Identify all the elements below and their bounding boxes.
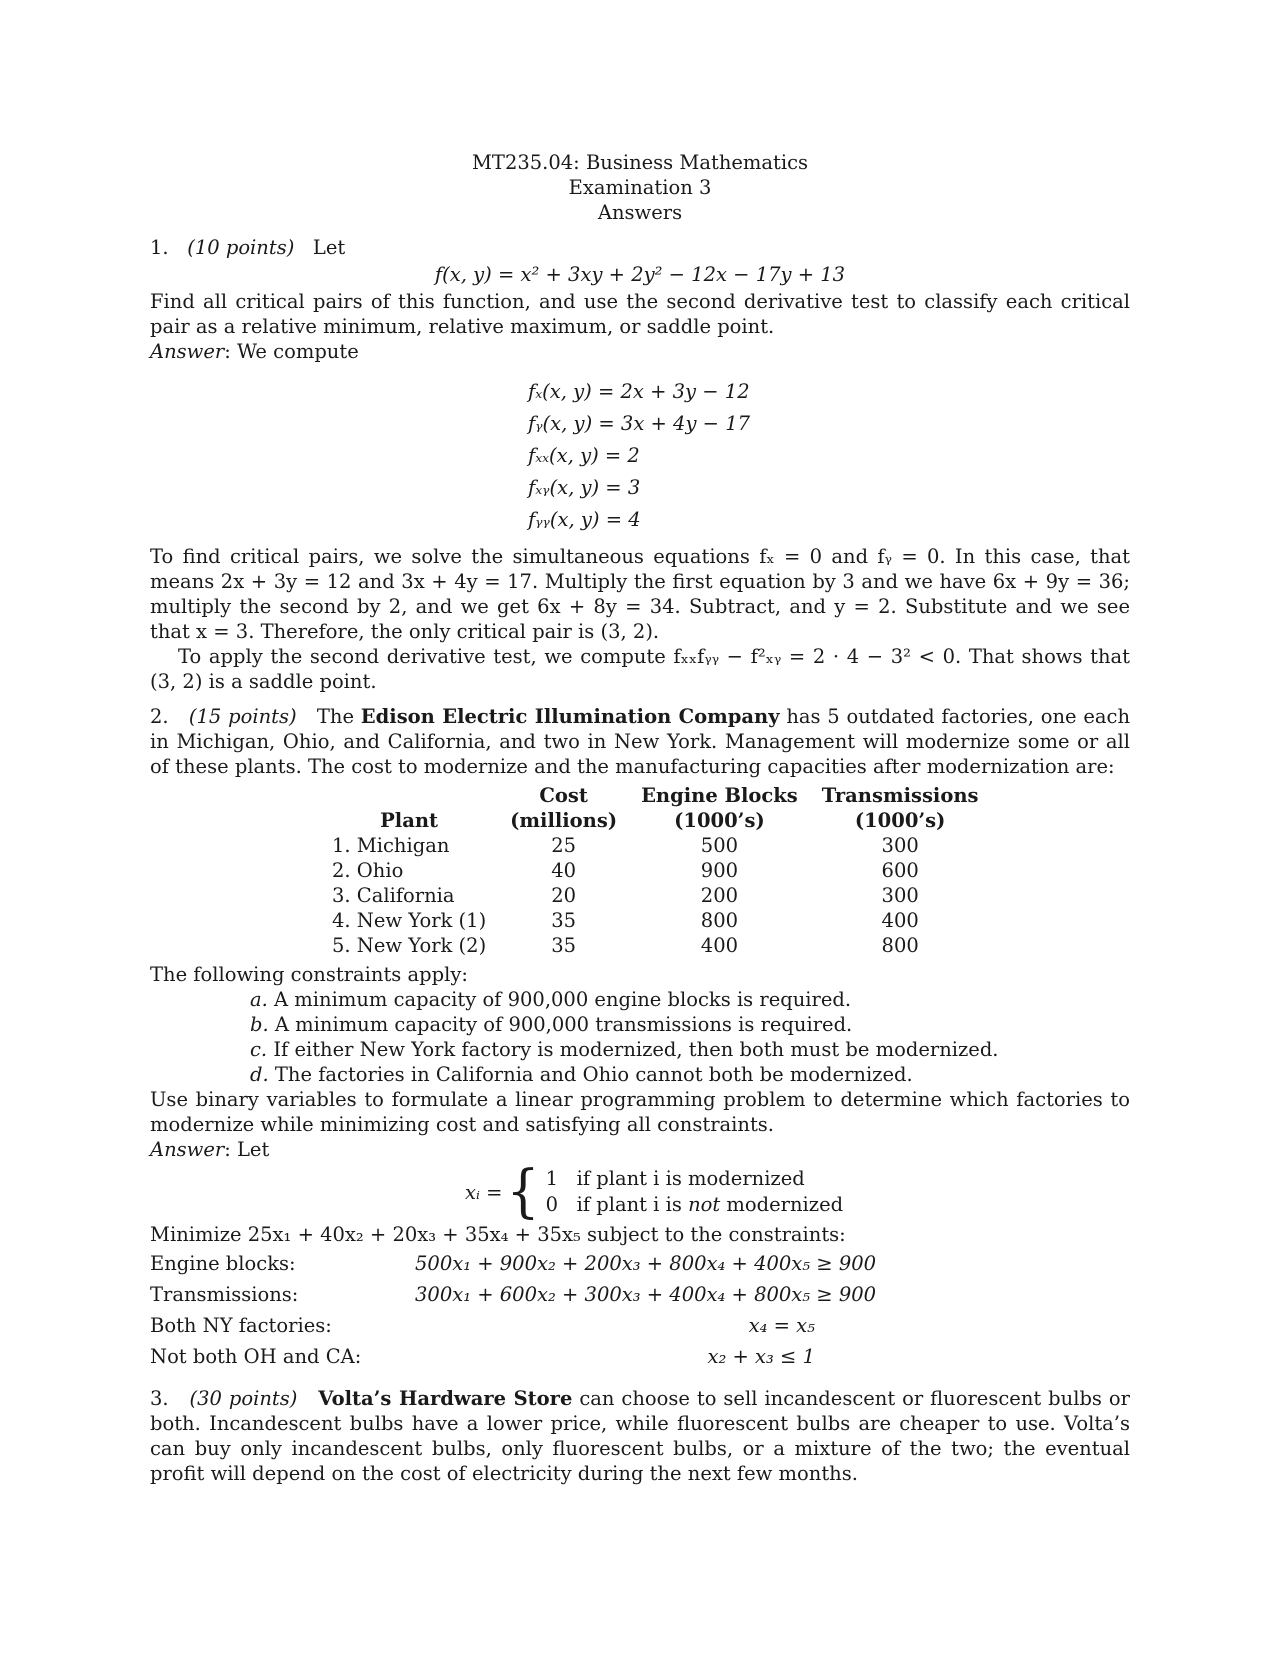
plant-table bbox=[320, 783, 991, 958]
table-row bbox=[320, 883, 991, 908]
q2-answer-intro: : Let bbox=[224, 1138, 270, 1161]
table-cell: 4. New York (1) bbox=[332, 909, 487, 932]
question-1 bbox=[150, 235, 1130, 694]
q1-critical-pairs-paragraph: To find critical pairs, we solve the simultaneous equations fₓ = 0 and fᵧ = 0. In this case, that means 2x + 3y = 12 and 3x + 4y = 17. Multiply the first equation by 3 and we have 6x + 9y = 36; multiply the second by 2, and we get 6x + 8y = 34. Subtract, and y = 2. Substitute and we see that x = 3. Therefore, the only critical pair is (3, 2). bbox=[150, 545, 1130, 643]
q3-text bbox=[150, 1386, 1130, 1486]
table-cell: 300 bbox=[881, 884, 919, 907]
lp-expression: 500x₁ + 900x₂ + 200x₃ + 800x₄ + 400x₅ ≥ 900 bbox=[415, 1252, 877, 1275]
table-cell: 20 bbox=[551, 884, 577, 907]
case-not-modernized bbox=[546, 1192, 844, 1218]
constraint-text: If either New York factory is modernized, then both must be modernized. bbox=[273, 1038, 999, 1061]
q2-number: 2. bbox=[150, 705, 169, 728]
case-not: not bbox=[688, 1193, 721, 1216]
q1-points: (10 points) bbox=[187, 236, 295, 259]
table-row bbox=[320, 908, 991, 933]
q2-intro-text: has 5 outdated factories, one each in Michigan, Ohio, and California, and two in New York. Management will modernize some or all of these plants. The cost to modernize and the manufacturing capacities after modernization are: bbox=[150, 705, 1131, 778]
q1-answer-label: Answer bbox=[150, 340, 225, 363]
question-3 bbox=[150, 1386, 1130, 1486]
case-text: if plant i is bbox=[576, 1193, 682, 1216]
table-cell: 500 bbox=[700, 834, 739, 857]
table-cell: 800 bbox=[700, 909, 739, 932]
table-cell: 2. Ohio bbox=[332, 859, 404, 882]
constraint-text: The factories in California and Ohio cannot both be modernized. bbox=[274, 1063, 913, 1086]
list-item bbox=[250, 1062, 1130, 1087]
q1-function: f(x, y) = x² + 3xy + 2y² − 12x − 17y + 13 bbox=[434, 263, 846, 286]
lp-constraints bbox=[150, 1251, 1130, 1370]
table-header bbox=[320, 783, 498, 808]
constraint-letter: c. bbox=[250, 1038, 268, 1061]
table-row bbox=[320, 933, 991, 958]
table-header-row-bottom bbox=[320, 808, 991, 833]
q2-points: (15 points) bbox=[188, 705, 297, 728]
table-header: (millions) bbox=[510, 809, 618, 832]
q1-lead: Let bbox=[312, 236, 346, 259]
table-cell: 5. New York (2) bbox=[332, 934, 487, 957]
q3-body: can choose to sell incandescent or fluorescent bulbs or both. Incandescent bulbs have a lower price, while fluorescent bulbs are cheaper to use. Volta’s can buy only incandescent bulbs, only fluorescent bulbs, or a mixture of the two; the eventual profit will depend on the cost of electricity during the next few months. bbox=[150, 1387, 1130, 1485]
table-header: Transmissions bbox=[821, 784, 979, 807]
xi-label: xᵢ = bbox=[465, 1180, 503, 1204]
table-header: (1000’s) bbox=[854, 809, 946, 832]
exam-title: Examination 3 bbox=[568, 176, 712, 199]
table-row bbox=[320, 858, 991, 883]
table-cell: 400 bbox=[700, 934, 739, 957]
table-cell: 35 bbox=[551, 934, 577, 957]
table-cell: 900 bbox=[700, 859, 739, 882]
constraint-letter: d. bbox=[250, 1063, 269, 1086]
table-cell: 40 bbox=[551, 859, 577, 882]
derivative-fy: fᵧ(x, y) = 3x + 4y − 17 bbox=[528, 412, 751, 435]
table-header: Cost bbox=[539, 784, 588, 807]
cases bbox=[546, 1166, 844, 1218]
lp-expression: 300x₁ + 600x₂ + 300x₃ + 400x₄ + 800x₅ ≥ 900 bbox=[415, 1283, 877, 1306]
document-header bbox=[150, 150, 1130, 225]
derivative-fx: fₓ(x, y) = 2x + 3y − 12 bbox=[528, 380, 750, 403]
lp-expression: x₄ = x₅ bbox=[748, 1314, 815, 1337]
table-cell: 600 bbox=[881, 859, 919, 882]
constraint-letter: a. bbox=[250, 988, 268, 1011]
constraint-text: A minimum capacity of 900,000 engine blocks is required. bbox=[274, 988, 852, 1011]
derivative-fxx: fₓₓ(x, y) = 2 bbox=[528, 444, 640, 467]
q2-answer-label: Answer bbox=[150, 1138, 225, 1161]
table-cell: 25 bbox=[551, 834, 577, 857]
constraint-letter: b. bbox=[250, 1013, 269, 1036]
document-page bbox=[150, 150, 1130, 1486]
q2-pre: The bbox=[316, 705, 355, 728]
derivative-fxy: fₓᵧ(x, y) = 3 bbox=[528, 476, 641, 499]
list-item bbox=[250, 1012, 1130, 1037]
q1-answer-line bbox=[150, 339, 1130, 364]
left-brace-icon: { bbox=[506, 1159, 540, 1225]
table-cell: 3. California bbox=[332, 884, 455, 907]
case-value: 0 bbox=[545, 1193, 558, 1216]
q3-number: 3. bbox=[150, 1387, 169, 1410]
table-cell: 800 bbox=[881, 934, 919, 957]
q3-company: Volta’s Hardware Store bbox=[318, 1387, 573, 1410]
table-cell: 35 bbox=[551, 909, 577, 932]
q1-derivatives bbox=[528, 376, 1130, 536]
table-cell: 1. Michigan bbox=[332, 834, 450, 857]
q1-intro bbox=[150, 235, 1130, 260]
q2-company: Edison Electric Illumination Company bbox=[360, 705, 780, 728]
table-header-row-top bbox=[320, 783, 991, 808]
list-item bbox=[250, 987, 1130, 1012]
binary-variable-definition bbox=[465, 1159, 1130, 1225]
table-cell: 300 bbox=[881, 834, 919, 857]
lp-expression: x₂ + x₃ ≤ 1 bbox=[707, 1345, 815, 1368]
table-header: Engine Blocks bbox=[641, 784, 798, 807]
course-title: MT235.04: Business Mathematics bbox=[471, 151, 809, 174]
list-item bbox=[250, 1037, 1130, 1062]
table-cell: 200 bbox=[700, 884, 739, 907]
answers-subtitle: Answers bbox=[597, 201, 683, 224]
table-header: Plant bbox=[380, 809, 439, 832]
case-value: 1 bbox=[545, 1167, 558, 1190]
lp-label: Both NY factories: bbox=[150, 1314, 332, 1337]
table-header: (1000’s) bbox=[674, 809, 765, 832]
q2-answer-line bbox=[150, 1137, 1130, 1162]
q2-task: Use binary variables to formulate a linear programming problem to determine which factories to modernize while minimizing cost and satisfying all constraints. bbox=[150, 1088, 1130, 1136]
lp-label: Transmissions: bbox=[150, 1283, 299, 1306]
derivative-fyy: fᵧᵧ(x, y) = 4 bbox=[528, 508, 641, 531]
q3-points: (30 points) bbox=[189, 1387, 298, 1410]
constraint-text: A minimum capacity of 900,000 transmissions is required. bbox=[274, 1013, 853, 1036]
q1-second-derivative-paragraph: To apply the second derivative test, we compute fₓₓfᵧᵧ − f²ₓᵧ = 2 · 4 − 3² < 0. That shows that (3, 2) is a saddle point. bbox=[150, 645, 1130, 693]
question-2 bbox=[150, 704, 1130, 1370]
lp-label: Engine blocks: bbox=[150, 1252, 296, 1275]
case-modernized bbox=[546, 1166, 844, 1192]
case-text-end: modernized bbox=[726, 1193, 844, 1216]
lp-label: Not both OH and CA: bbox=[150, 1345, 362, 1368]
case-text: if plant i is modernized bbox=[576, 1167, 805, 1190]
q2-intro bbox=[150, 704, 1130, 779]
objective-function: Minimize 25x₁ + 40x₂ + 20x₃ + 35x₄ + 35x₅ subject to the constraints: bbox=[150, 1223, 846, 1246]
table-cell: 400 bbox=[881, 909, 919, 932]
q1-prompt: Find all critical pairs of this function, and use the second derivative test to classify each critical pair as a relative minimum, relative maximum, or saddle point. bbox=[150, 290, 1130, 338]
q1-answer-intro: : We compute bbox=[224, 340, 359, 363]
q1-number: 1. bbox=[150, 236, 169, 259]
constraints-list bbox=[150, 987, 1130, 1087]
table-row bbox=[320, 833, 991, 858]
constraints-lead: The following constraints apply: bbox=[150, 963, 468, 986]
